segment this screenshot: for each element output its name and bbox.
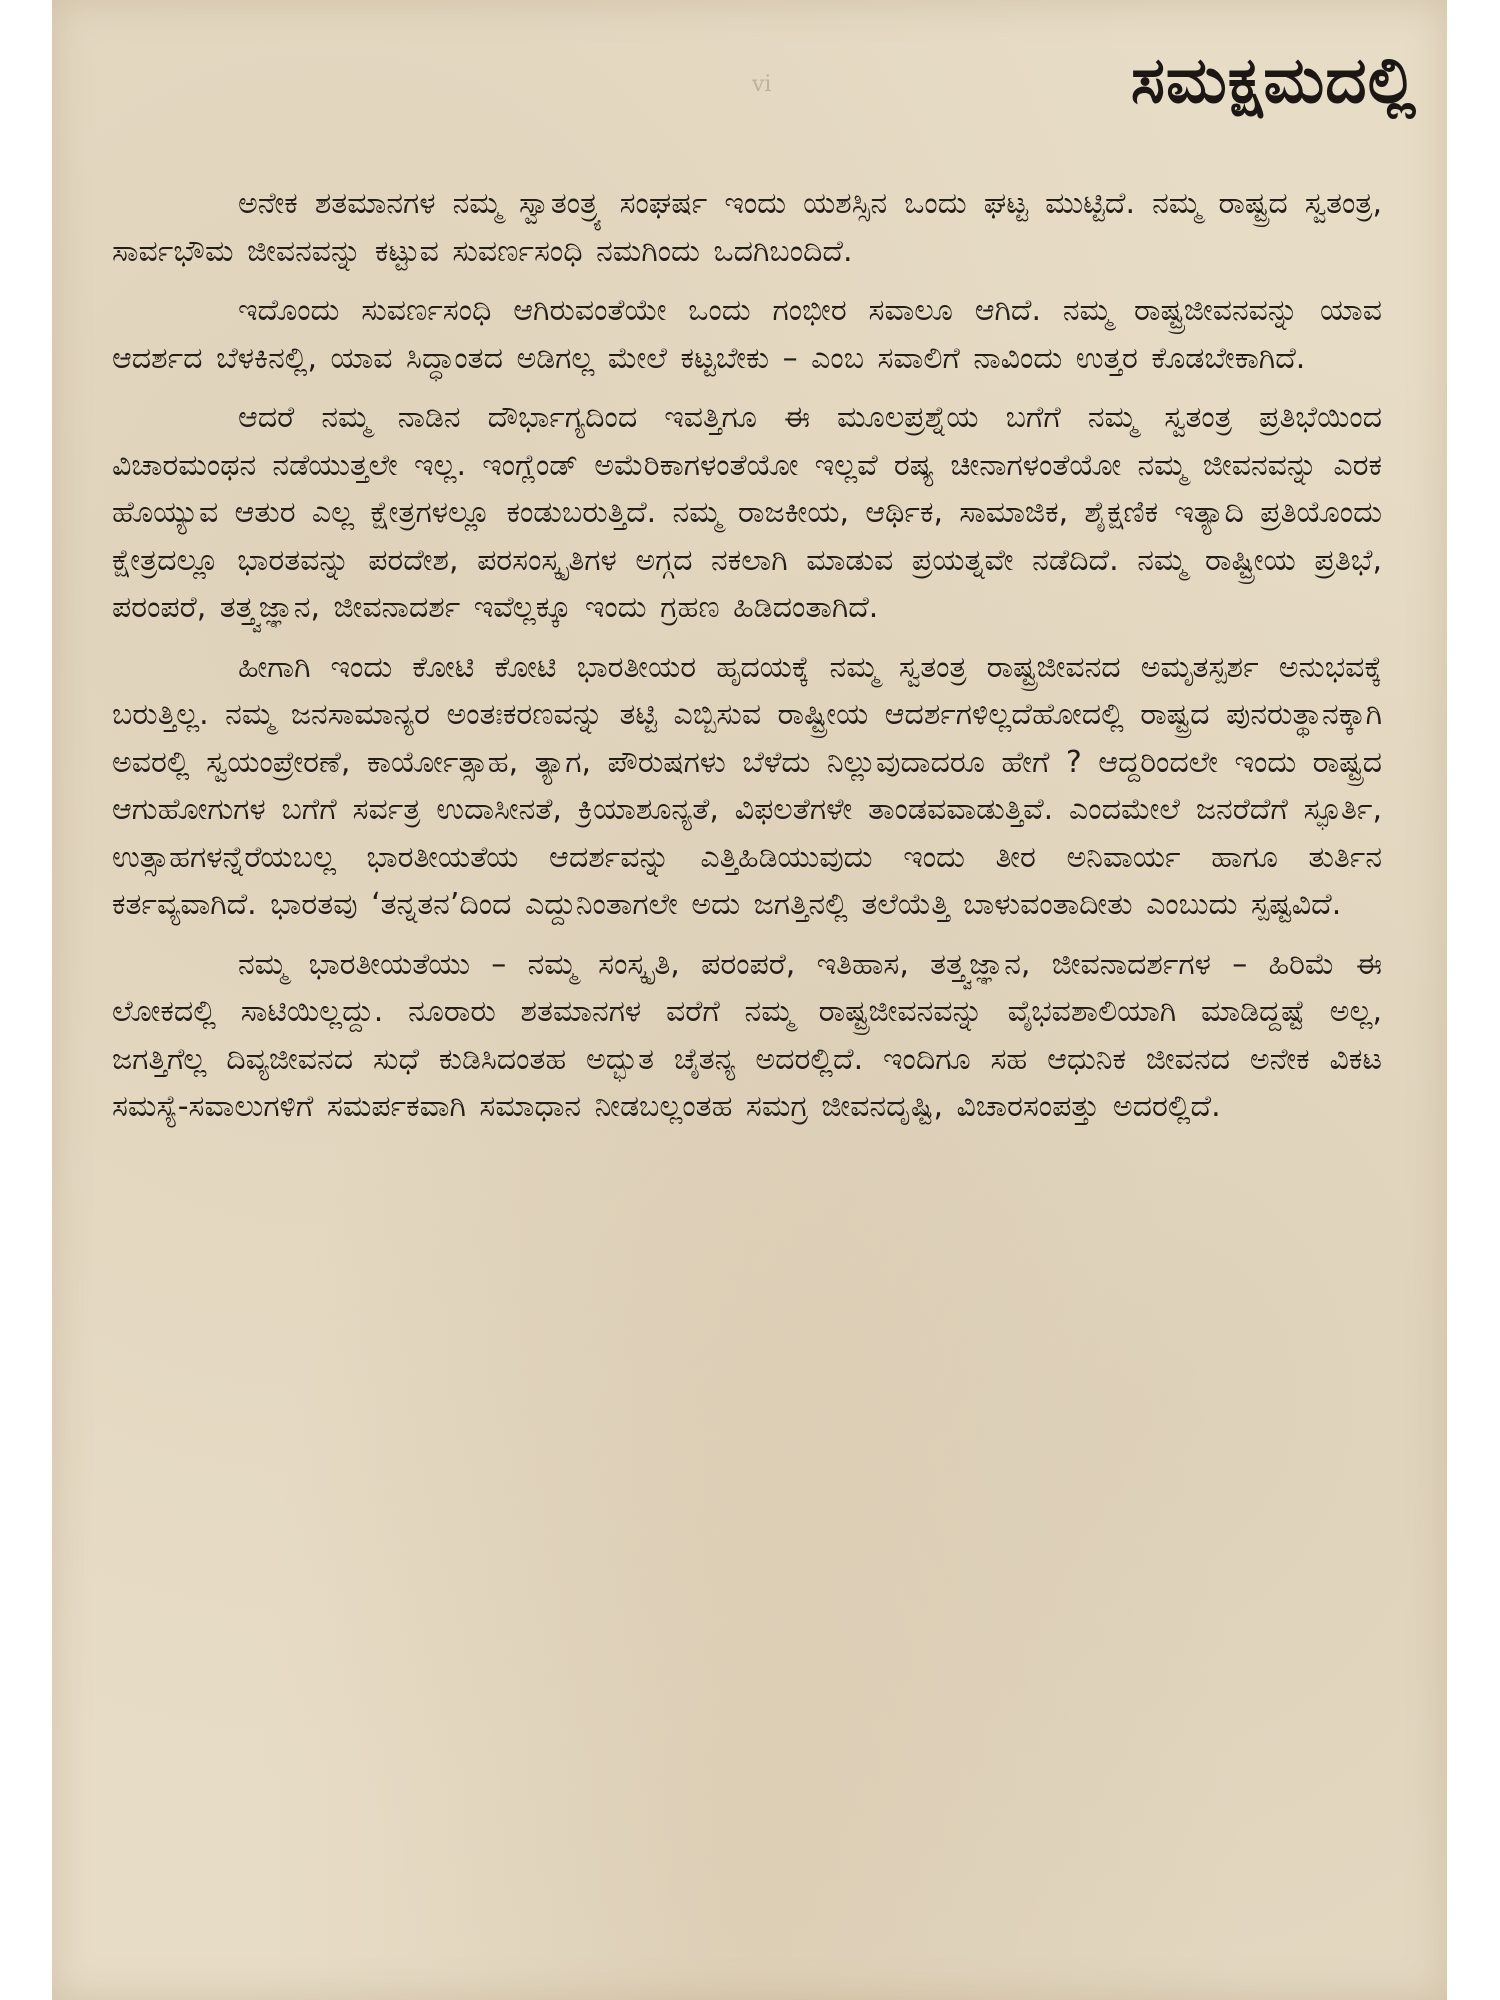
book-page [52, 0, 1447, 2000]
body-text [112, 180, 1382, 1143]
page-title: ಸಮಕ್ಷಮದಲ್ಲಿ [1130, 44, 1417, 118]
paragraph-1: ಅನೇಕ ಶತಮಾನಗಳ ನಮ್ಮ ಸ್ವಾತಂತ್ರ್ಯ ಸಂಘರ್ಷ ಇಂದು ಯಶಸ್ಸಿನ ಒಂದು ಘಟ್ಟ ಮುಟ್ಟಿದೆ. ನಮ್ಮ ರಾಷ್ಟ್ರದ ಸ್ವತಂತ್ರ, ಸಾರ್ವಭೌಮ ಜೀವನವನ್ನು ಕಟ್ಟುವ ಸುವರ್ಣಸಂಧಿ ನಮಗಿಂದು ಒದಗಿಬಂದಿದೆ. [112, 186, 1382, 269]
paragraph-5: ನಮ್ಮ ಭಾರತೀಯತೆಯು – ನಮ್ಮ ಸಂಸ್ಕೃತಿ, ಪರಂಪರೆ, ಇತಿಹಾಸ, ತತ್ತ್ವಜ್ಞಾನ, ಜೀವನಾದರ್ಶಗಳ – ಹಿರಿಮೆ ಈ ಲೋಕದಲ್ಲಿ ಸಾಟಿಯಿಲ್ಲದ್ದು. ನೂರಾರು ಶತಮಾನಗಳ ವರೆಗೆ ನಮ್ಮ ರಾಷ್ಟ್ರಜೀವನವನ್ನು ವೈಭವಶಾಲಿಯಾಗಿ ಮಾಡಿದ್ದಷ್ಟೆ ಅಲ್ಲ, ಜಗತ್ತಿಗೆಲ್ಲ ದಿವ್ಯಜೀವನದ ಸುಧೆ ಕುಡಿಸಿದಂತಹ ಅದ್ಭುತ ಚೈತನ್ಯ ಅದರಲ್ಲಿದೆ. ಇಂದಿಗೂ ಸಹ ಆಧುನಿಕ ಜೀವನದ ಅನೇಕ ವಿಕಟ ಸಮಸ್ಯೆ-ಸವಾಲುಗಳಿಗೆ ಸಮರ್ಪಕವಾಗಿ ಸಮಾಧಾನ ನೀಡಬಲ್ಲಂತಹ ಸಮಗ್ರ ಜೀವನದೃಷ್ಟಿ, ವಿಚಾರಸಂಪತ್ತು ಅದರಲ್ಲಿದೆ. [112, 946, 1382, 1124]
page-number: vi [752, 72, 772, 97]
paragraph-3: ಆದರೆ ನಮ್ಮ ನಾಡಿನ ದೌರ್ಭಾಗ್ಯದಿಂದ ಇವತ್ತಿಗೂ ಈ ಮೂಲಪ್ರಶ್ನೆಯ ಬಗೆಗೆ ನಮ್ಮ ಸ್ವತಂತ್ರ ಪ್ರತಿಭೆಯಿಂದ ವಿಚಾರಮಂಥನ ನಡೆಯುತ್ತಲೇ ಇಲ್ಲ. ಇಂಗ್ಲೆಂಡ್ ಅಮೆರಿಕಾಗಳಂತೆಯೋ ಇಲ್ಲವೆ ರಷ್ಯ ಚೀನಾಗಳಂತೆಯೋ ನಮ್ಮ ಜೀವನವನ್ನು ಎರಕ ಹೊಯ್ಯುವ ಆತುರ ಎಲ್ಲ ಕ್ಷೇತ್ರಗಳಲ್ಲೂ ಕಂಡುಬರುತ್ತಿದೆ. ನಮ್ಮ ರಾಜಕೀಯ, ಆರ್ಥಿಕ, ಸಾಮಾಜಿಕ, ಶೈಕ್ಷಣಿಕ ಇತ್ಯಾದಿ ಪ್ರತಿಯೊಂದು ಕ್ಷೇತ್ರದಲ್ಲೂ ಭಾರತವನ್ನು ಪರದೇಶ, ಪರಸಂಸ್ಕೃತಿಗಳ ಅಗ್ಗದ ನಕಲಾಗಿ ಮಾಡುವ ಪ್ರಯತ್ನವೇ ನಡೆದಿದೆ. ನಮ್ಮ ರಾಷ್ಟ್ರೀಯ ಪ್ರತಿಭೆ, ಪರಂಪರೆ, ತತ್ತ್ವಜ್ಞಾನ, ಜೀವನಾದರ್ಶ ಇವೆಲ್ಲಕ್ಕೂ ಇಂದು ಗ್ರಹಣ ಹಿಡಿದಂತಾಗಿದೆ. [112, 400, 1382, 625]
paragraph-4: ಹೀಗಾಗಿ ಇಂದು ಕೋಟಿ ಕೋಟಿ ಭಾರತೀಯರ ಹೃದಯಕ್ಕೆ ನಮ್ಮ ಸ್ವತಂತ್ರ ರಾಷ್ಟ್ರಜೀವನದ ಅಮೃತಸ್ಪರ್ಶ ಅನುಭವಕ್ಕೆ ಬರುತ್ತಿಲ್ಲ. ನಮ್ಮ ಜನಸಾಮಾನ್ಯರ ಅಂತಃಕರಣವನ್ನು ತಟ್ಟಿ ಎಬ್ಬಿಸುವ ರಾಷ್ಟ್ರೀಯ ಆದರ್ಶಗಳಿಲ್ಲದೆಹೋದಲ್ಲಿ ರಾಷ್ಟ್ರದ ಪುನರುತ್ಥಾನಕ್ಕಾಗಿ ಅವರಲ್ಲಿ ಸ್ವಯಂಪ್ರೇರಣೆ, ಕಾರ್ಯೋತ್ಸಾಹ, ತ್ಯಾಗ, ಪೌರುಷಗಳು ಬೆಳೆದು ನಿಲ್ಲುವುದಾದರೂ ಹೇಗೆ ? ಆದ್ದರಿಂದಲೇ ಇಂದು ರಾಷ್ಟ್ರದ ಆಗುಹೋಗುಗಳ ಬಗೆಗೆ ಸರ್ವತ್ರ ಉದಾಸೀನತೆ, ಕ್ರಿಯಾಶೂನ್ಯತೆ, ವಿಫಲತೆಗಳೇ ತಾಂಡವವಾಡುತ್ತಿವೆ. ಎಂದಮೇಲೆ ಜನರೆದೆಗೆ ಸ್ಫೂರ್ತಿ, ಉತ್ಸಾಹಗಳನ್ನೆರೆಯಬಲ್ಲ ಭಾರತೀಯತೆಯ ಆದರ್ಶವನ್ನು ಎತ್ತಿಹಿಡಿಯುವುದು ಇಂದು ತೀರ ಅನಿವಾರ್ಯ ಹಾಗೂ ತುರ್ತಿನ ಕರ್ತವ್ಯವಾಗಿದೆ. ಭಾರತವು ‘ತನ್ನತನ’ದಿಂದ ಎದ್ದುನಿಂತಾಗಲೇ ಅದು ಜಗತ್ತಿನಲ್ಲಿ ತಲೆಯೆತ್ತಿ ಬಾಳುವಂತಾದೀತು ಎಂಬುದು ಸ್ಪಷ್ಟವಿದೆ. [112, 649, 1382, 922]
paragraph-2: ಇದೊಂದು ಸುವರ್ಣಸಂಧಿ ಆಗಿರುವಂತೆಯೇ ಒಂದು ಗಂಭೀರ ಸವಾಲೂ ಆಗಿದೆ. ನಮ್ಮ ರಾಷ್ಟ್ರಜೀವನವನ್ನು ಯಾವ ಆದರ್ಶದ ಬೆಳಕಿನಲ್ಲಿ, ಯಾವ ಸಿದ್ಧಾಂತದ ಅಡಿಗಲ್ಲ ಮೇಲೆ ಕಟ್ಟಬೇಕು – ಎಂಬ ಸವಾಲಿಗೆ ನಾವಿಂದು ಉತ್ತರ ಕೊಡಬೇಕಾಗಿದೆ. [112, 293, 1382, 376]
